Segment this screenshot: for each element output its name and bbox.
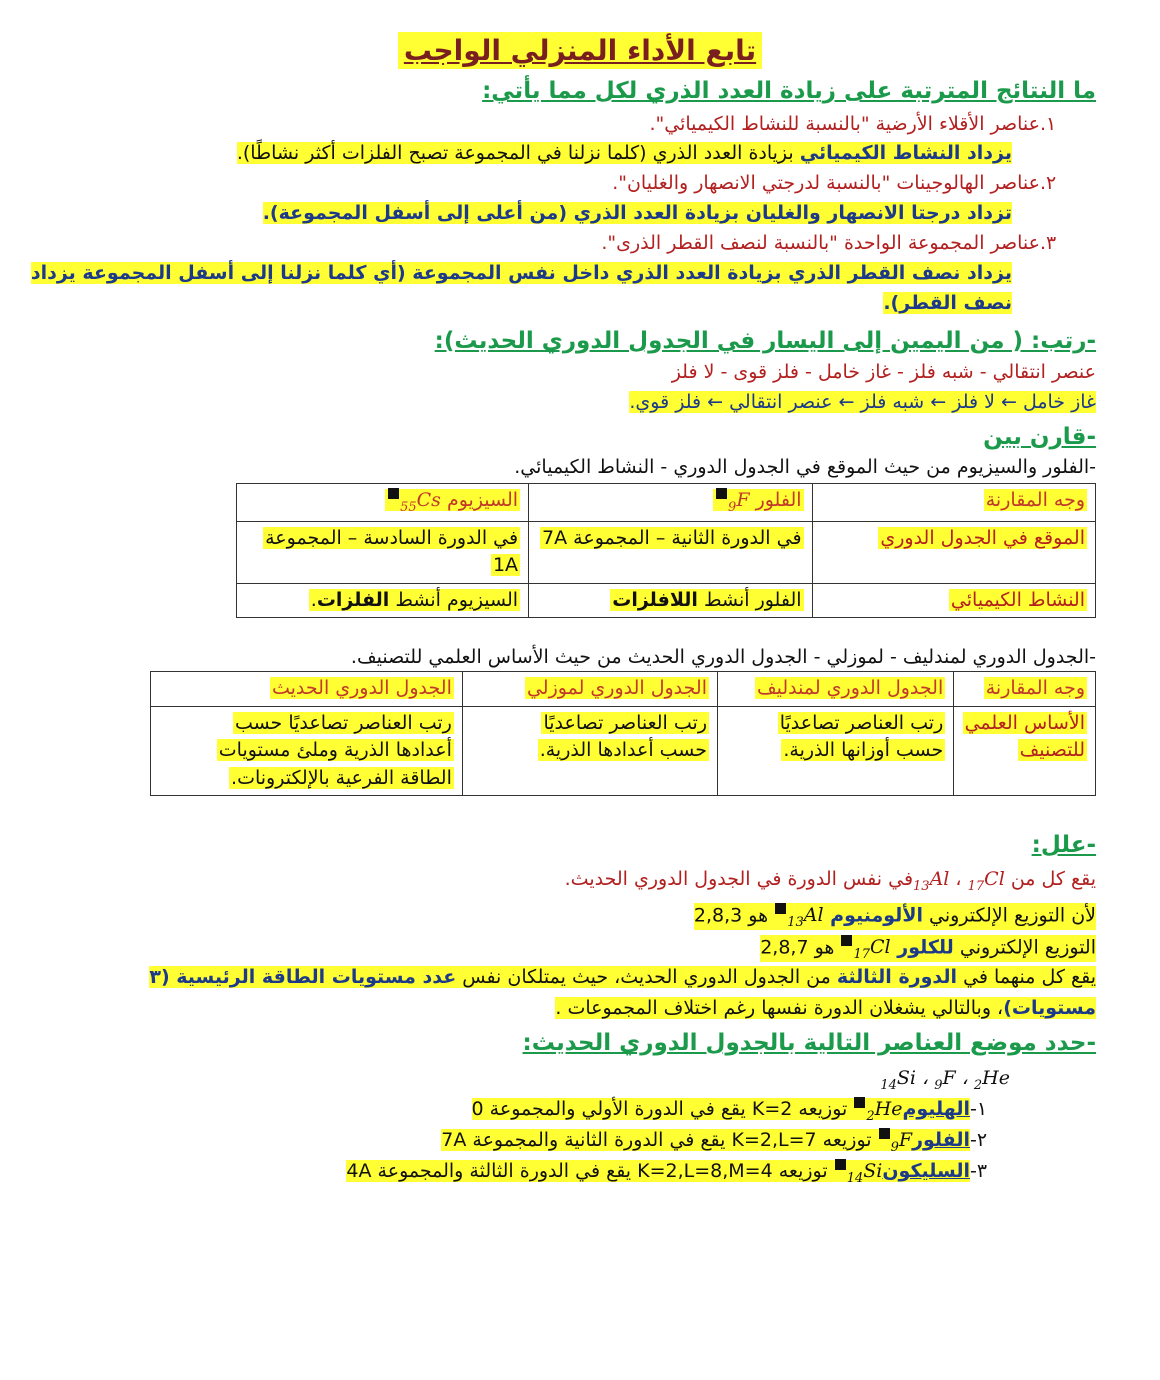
q2-heading: -رتب: ( من اليمين إلى اليسار في الجدول الدوري الحديث): (434, 328, 1096, 354)
q1-item2-question: ٢.عناصر الهالوجينات "بالنسبة لدرجتي الانصهار والغليان". (612, 172, 1057, 194)
table2-row-moseley: رتب العناصر تصاعديًا حسب أعدادها الذرية. (462, 706, 717, 796)
q5-chlorine-config: التوزيع الإلكتروني للكلور $_{17}$Cl هو 2,8,7 (760, 936, 1096, 963)
q1-item1-answer: يزداد النشاط الكيميائي بزيادة العدد الذري (كلما نزلنا في المجموعة تصبح الفلزات أكثر نشاطًا). (236, 142, 1012, 164)
q1-item3-answer-line1: يزداد نصف القطر الذري بزيادة العدد الذري داخل نفس المجموعة (أي كلما نزلنا إلى أسفل المجموعة يزداد (30, 262, 1012, 284)
q6-item-silicon: ٣-السليكون$_{14}$Si توزيعه K=2,L=8,M=4 يقع في الدورة الثالثة والمجموعة 4A (346, 1160, 988, 1187)
q5-explanation-line2: مستويات)، وبالتالي يشغلان الدورة نفسها رغم اختلاف المجموعات . (555, 997, 1096, 1019)
q6-elements-list: $_{14}$Si ، $_9$F ، $_2$He (880, 1067, 1010, 1093)
table2-header-moseley: الجدول الدوري لموزلي (462, 672, 717, 707)
q2-question: عنصر انتقالي - شبه فلز - غاز خامل - فلز قوى - لا فلز (671, 361, 1096, 383)
table2-row-modern: رتب العناصر تصاعديًا حسب أعدادها الذرية وملئ مستويات الطاقة الفرعية بالإلكترونات. (151, 706, 463, 796)
table2-header-mendeleev: الجدول الدوري لمندليف (718, 672, 954, 707)
q1-item3-answer-line2: نصف القطر). (883, 292, 1012, 314)
q6-item-fluorine: ٢-الفلور$_9$F توزيعه K=2,L=7 يقع في الدورة الثانية والمجموعة 7A (441, 1129, 988, 1156)
q5-question: يقع كل من $_{13}$Al ، $_{17}$Clفي نفس الدورة في الجدول الدوري الحديث. (564, 868, 1096, 894)
symbol-placeholder-icon (835, 1159, 846, 1170)
page-title: تابع الأداء المنزلي الواجب (0, 34, 1160, 67)
symbol-placeholder-icon (841, 935, 852, 946)
q1-item3-question: ٣.عناصر المجموعة الواحدة "بالنسبة لنصف القطر الذرى". (601, 232, 1057, 254)
symbol-placeholder-icon (879, 1128, 890, 1139)
q4-subtitle: -الجدول الدوري لمندليف - لموزلي - الجدول الدوري الحديث من حيث الأساس العلمي للتصنيف. (350, 646, 1096, 668)
q1-item1-question: ١.عناصر الأقلاء الأرضية "بالنسبة للنشاط الكيميائي". (649, 113, 1057, 135)
table2-header-aspect: وجه المقارنة (954, 672, 1096, 707)
q6-item-helium: ١-الهليوم$_2$He توزيعه K=2 يقع في الدورة الأولي والمجموعة 0 (471, 1098, 988, 1125)
symbol-placeholder-icon (388, 488, 399, 499)
q1-heading: ما النتائج المترتبة على زيادة العدد الذري لكل مما يأتي: (482, 78, 1096, 104)
table1-header-aspect: وجه المقارنة (812, 484, 1095, 522)
table2-row-aspect: الأساس العلمي للتصنيف (954, 706, 1096, 796)
q1-item2-answer: تزداد درجتا الانصهار والغليان بزيادة العدد الذري (من أعلى إلى أسفل المجموعة). (262, 202, 1012, 224)
comparison-table-f-cs (236, 483, 1096, 618)
table1-row2-cesium: السيزيوم أنشط الفلزات. (237, 583, 529, 618)
table1-header-fluorine: الفلور $_9$F (529, 484, 812, 522)
table1-header-cesium: السيزيوم $_{55}$Cs (237, 484, 529, 522)
q5-aluminum-config: لأن التوزيع الإلكتروني الألومنيوم $_{13}$Al هو 2,8,3 (693, 904, 1096, 931)
q5-heading: -علل: (1031, 832, 1096, 858)
q3-subtitle: -الفلور والسيزيوم من حيث الموقع في الجدول الدوري - النشاط الكيميائي. (514, 456, 1096, 478)
q6-heading: -حدد موضع العناصر التالية بالجدول الدوري الحديث: (522, 1030, 1096, 1056)
table1-row1-aspect: الموقع في الجدول الدوري (812, 521, 1095, 583)
table2-row-mendeleev: رتب العناصر تصاعديًا حسب أوزانها الذرية. (718, 706, 954, 796)
symbol-placeholder-icon (854, 1097, 865, 1108)
comparison-table-periodic (150, 671, 1096, 796)
symbol-placeholder-icon (775, 903, 786, 914)
table1-row2-aspect: النشاط الكيميائي (812, 583, 1095, 618)
q2-answer: غاز خامل ← لا فلز ← شبه فلز ← عنصر انتقالي ← فلز قوي. (629, 391, 1096, 413)
table1-row2-fluorine: الفلور أنشط اللافلزات (529, 583, 812, 618)
table2-header-modern: الجدول الدوري الحديث (151, 672, 463, 707)
table1-row1-fluorine: في الدورة الثانية – المجموعة 7A (529, 521, 812, 583)
q3-heading: -قارن بين (983, 424, 1096, 450)
q5-explanation-line1: يقع كل منهما في الدورة الثالثة من الجدول الدوري الحديث، حيث يمتلكان نفس عدد مستويات الطاقة الرئيسية (٣ (149, 966, 1096, 988)
symbol-placeholder-icon (716, 488, 727, 499)
table1-row1-cesium: في الدورة السادسة – المجموعة 1A (237, 521, 529, 583)
